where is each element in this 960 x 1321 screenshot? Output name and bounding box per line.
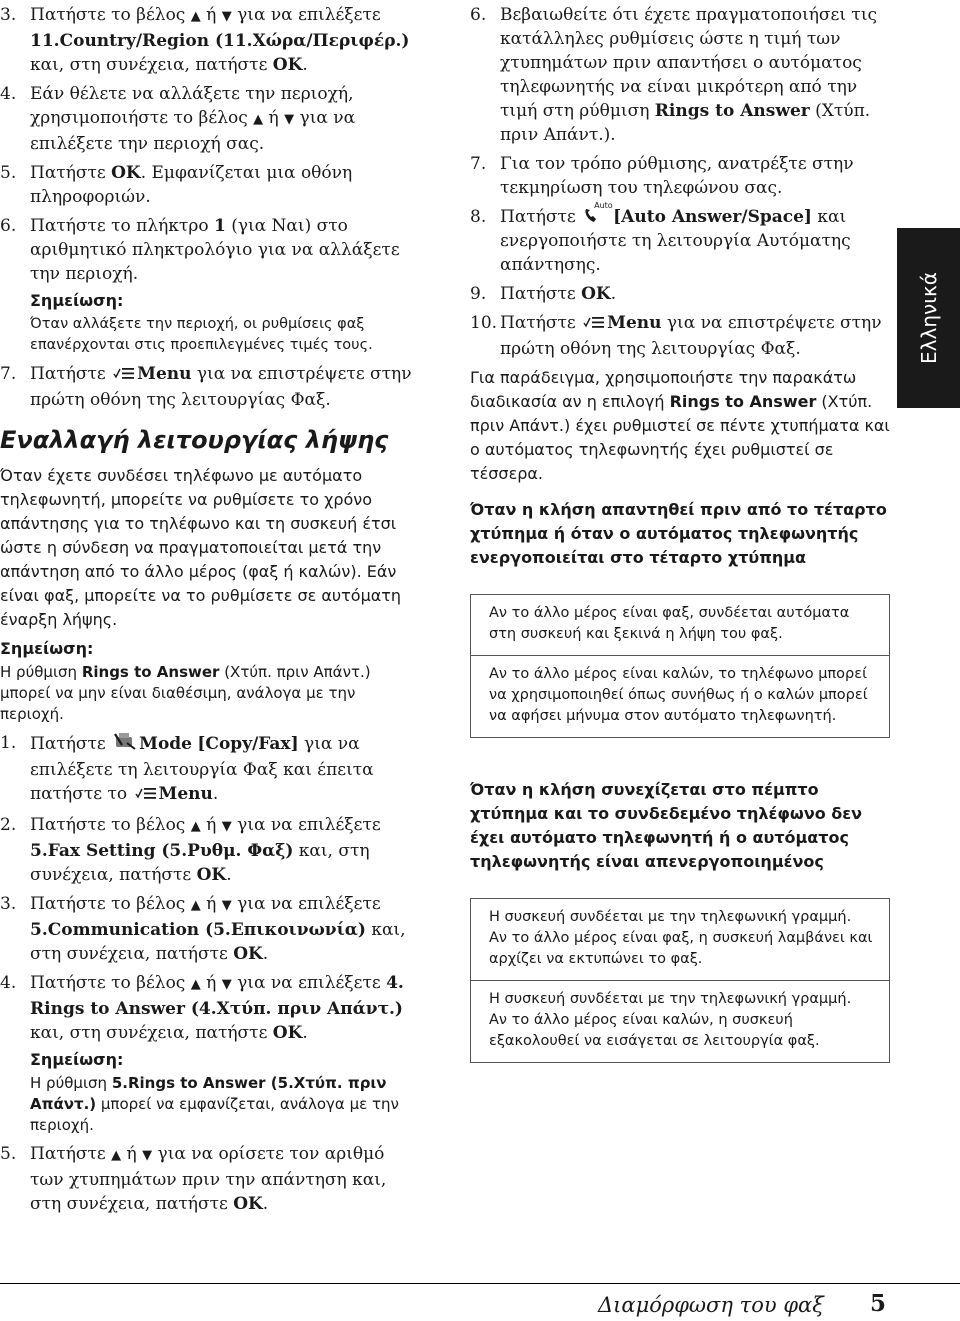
step-5: 5. Πατήστε OK. Εμφανίζεται μια οθόνη πληροφοριών. <box>0 163 353 207</box>
up-arrow-icon: ▲ <box>111 1148 122 1163</box>
note-text: Η ρύθμιση 5.Rings to Answer (5.Χτύπ. πριν Απάντ.) μπορεί να εμφανίζεται, ανάλογα με την περιοχή. <box>30 1074 399 1134</box>
step-b5: 5. Πατήστε ▲ ή ▼ για να ορίσετε τον αριθμό των χτυπημάτων πριν την απάντηση και, στη συνέχεια, πατήστε OK. <box>0 1144 387 1214</box>
note-2 <box>0 638 420 725</box>
up-arrow-icon: ▲ <box>190 898 201 913</box>
step-7: 7. Πατήστε Menu για να επιστρέψετε στην πρώτη οθόνη της λειτουργίας Φαξ. <box>0 364 412 410</box>
note-text: Η ρύθμιση Rings to Answer (Χτύπ. πριν Απάντ.) μπορεί να μην είναι διαθέσιμη, ανάλογα με την περιοχή. <box>0 663 371 723</box>
step-r7: 7. Για τον τρόπο ρύθμισης, ανατρέξτε στην τεκμηρίωση του τηλεφώνου σας. <box>470 154 854 198</box>
step-6: 6. Πατήστε το πλήκτρο 1 (για Ναι) στο αριθμητικό πληκτρολόγιο για να αλλάξετε την περιοχή. <box>0 216 400 284</box>
left-column <box>0 0 420 1221</box>
note-text: Όταν αλλάξετε την περιοχή, οι ρυθμίσεις φαξ επανέρχονται στις προεπιλεγμένες τιμές τους. <box>30 316 373 353</box>
language-tab: Ελληνικά <box>897 228 960 408</box>
footer-divider <box>0 1283 960 1284</box>
step-3: 3. Πατήστε το βέλος ▲ ή ▼ για να επιλέξετε 11.Country/Region (11.Χώρα/Περιφέρ.) και, στη συνέχεια, πατήστε OK. <box>0 5 410 75</box>
up-arrow-icon: ▲ <box>253 112 264 127</box>
right-column <box>470 0 890 1063</box>
box-cell: Αν το άλλο μέρος είναι φαξ, συνδέεται αυτόματα στη συσκευή και ξεκινά η λήψη του φαξ. <box>470 594 890 656</box>
case-box-2 <box>470 898 890 1063</box>
step-r9: 9. Πατήστε OK. <box>470 284 617 304</box>
note-heading: Σημείωση: <box>30 291 124 310</box>
up-arrow-icon: ▲ <box>190 9 201 24</box>
step-b2: 2. Πατήστε το βέλος ▲ ή ▼ για να επιλέξετε 5.Fax Setting (5.Ρυθμ. Φαξ) και, στη συνέχεια, πατήστε OK. <box>0 815 381 885</box>
up-arrow-icon: ▲ <box>190 819 201 834</box>
down-arrow-icon: ▼ <box>284 112 295 127</box>
step-r8: 8. Πατήστε Auto [Auto Answer/Space] και ενεργοποιήστε τη λειτουργία Αυτόματης απάντησης. <box>470 201 851 275</box>
step-b3: 3. Πατήστε το βέλος ▲ ή ▼ για να επιλέξετε 5.Communication (5.Επικοινωνία) και, στη συνέχεια, πατήστε OK. <box>0 894 406 964</box>
note-1 <box>0 290 420 356</box>
down-arrow-icon: ▼ <box>221 819 232 834</box>
box-cell: Η συσκευή συνδέεται με την τηλεφωνική γραμμή. Αν το άλλο μέρος είναι καλών, η συσκευή εξακολουθεί να εισάγεται σε λειτουργία φαξ. <box>470 981 890 1063</box>
menu-list-icon <box>113 364 135 388</box>
down-arrow-icon: ▼ <box>221 898 232 913</box>
case-heading-2: Όταν η κλήση συνεχίζεται στο πέμπτο χτύπημα και το συνδεδεμένο τηλέφωνο δεν έχει αυτόματο τηλεφωνητή ή ο αυτόματος τηλεφωνητής είναι απενεργοποιημένος <box>470 780 863 871</box>
step-b1: 1. Πατήστε Mode [Copy/Fax] για να επιλέξετε τη λειτουργία Φαξ και έπειτα πατήστε το Menu. <box>0 731 420 808</box>
case-box-1 <box>470 594 890 738</box>
step-r10: 10. Πατήστε Menu για να επιστρέψετε στην πρώτη οθόνη της λειτουργίας Φαξ. <box>470 313 882 359</box>
down-arrow-icon: ▼ <box>221 977 232 992</box>
auto-answer-phone-icon: Auto <box>583 206 611 224</box>
down-arrow-icon: ▼ <box>142 1148 153 1163</box>
case-heading-1: Όταν η κλήση απαντηθεί πριν από το τέταρτο χτύπημα ή όταν ο αυτόματος τηλεφωνητής ενεργοποιείται στο τέταρτο χτύπημα <box>470 500 887 567</box>
note-3 <box>0 1049 420 1136</box>
section-title: Εναλλαγή λειτουργίας λήψης <box>0 426 389 454</box>
step-4: 4. Εάν θέλετε να αλλάξετε την περιοχή, χρησιμοποιήστε το βέλος ▲ ή ▼ για να επιλέξετε την περιοχή σας. <box>0 84 356 154</box>
menu-list-icon <box>135 784 157 808</box>
note-heading: Σημείωση: <box>0 639 94 658</box>
page-number: 5 <box>870 1290 887 1317</box>
step-r6: 6. Βεβαιωθείτε ότι έχετε πραγματοποιήσει τις κατάλληλες ρυθμίσεις ώστε η τιμή των χτυπημάτων πριν απαντήσει ο αυτόματος τηλεφωνητής να είναι μικρότερη από την τιμή στη ρύθμιση Rings to Answer (Χτύπ. πριν Απάντ.). <box>470 5 878 145</box>
up-arrow-icon: ▲ <box>190 977 201 992</box>
step-b4: 4. Πατήστε το βέλος ▲ ή ▼ για να επιλέξετε 4. Rings to Answer (4.Χτύπ. πριν Απάντ.) και, στη συνέχεια, πατήστε OK. <box>0 973 404 1043</box>
menu-list-icon <box>583 313 605 337</box>
example-paragraph: Για παράδειγμα, χρησιμοποιήστε την παρακάτω διαδικασία αν η επιλογή Rings to Answer (Χτύπ. πριν Απάντ.) έχει ρυθμιστεί σε πέντε χτυπήματα και ο αυτόματος τηλεφωνητής έχει ρυθμιστεί σε τέσσερα. <box>470 368 890 483</box>
box-cell: Η συσκευή συνδέεται με την τηλεφωνική γραμμή. Αν το άλλο μέρος είναι φαξ, η συσκευή λαμβάνει και αρχίζει να εκτυπώνει το φαξ. <box>470 898 890 981</box>
note-heading: Σημείωση: <box>30 1050 124 1069</box>
copy-fax-mode-icon <box>113 731 137 758</box>
footer-title: Διαμόρφωση του φαξ <box>598 1293 824 1317</box>
box-cell: Αν το άλλο μέρος είναι καλών, το τηλέφωνο μπορεί να χρησιμοποιηθεί όπως συνήθως ή ο καλών μπορεί να αφήσει μήνυμα στον αυτόματο τηλεφωνητή. <box>470 656 890 738</box>
intro-paragraph: Όταν έχετε συνδέσει τηλέφωνο με αυτόματο τηλεφωνητή, μπορείτε να ρυθμίσετε το χρόνο απάντησης για το τηλέφωνο και τη συσκευή έτσι ώστε η σύνδεση να πραγματοποιείται μετά την απάντηση από το άλλο μέρος (φαξ ή καλών). Εάν είναι φαξ, μπορείτε να το ρυθμίσετε σε αυτόματη έναρξη λήψης. <box>0 466 402 629</box>
down-arrow-icon: ▼ <box>221 9 232 24</box>
